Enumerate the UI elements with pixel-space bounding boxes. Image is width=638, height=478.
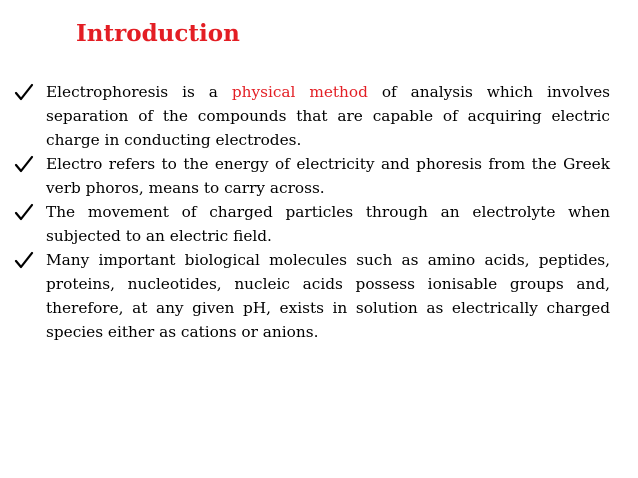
bullet-text: The movement of charged particles through an electrolyte when subjected to an electric field. (46, 203, 610, 245)
highlight-text: physical method (231, 83, 368, 101)
bullet-item (14, 248, 610, 344)
slide-title: Introduction (76, 20, 240, 47)
bullet-item (14, 152, 610, 200)
bullet-text: Electrophoresis is a physical method of analysis which involves separation of the compounds that are capable of acquiring electric charge in conducting electrodes. (46, 83, 610, 149)
bullet-text: Many important biological molecules such as amino acids, peptides, proteins, nucleotides, nucleic acids possess ionisable groups and, therefore, at any given pH, exists in solution as electrically charged species either as cations or anions. (46, 251, 610, 341)
bullet-list (14, 80, 610, 344)
bullet-text: Electro refers to the energy of electricity and phoresis from the Greek verb phoros, means to carry across. (46, 155, 610, 197)
checkmark-icon (14, 251, 34, 269)
bullet-item (14, 200, 610, 248)
checkmark-icon (14, 83, 34, 101)
checkmark-icon (14, 203, 34, 221)
bullet-item (14, 80, 610, 152)
checkmark-icon (14, 155, 34, 173)
